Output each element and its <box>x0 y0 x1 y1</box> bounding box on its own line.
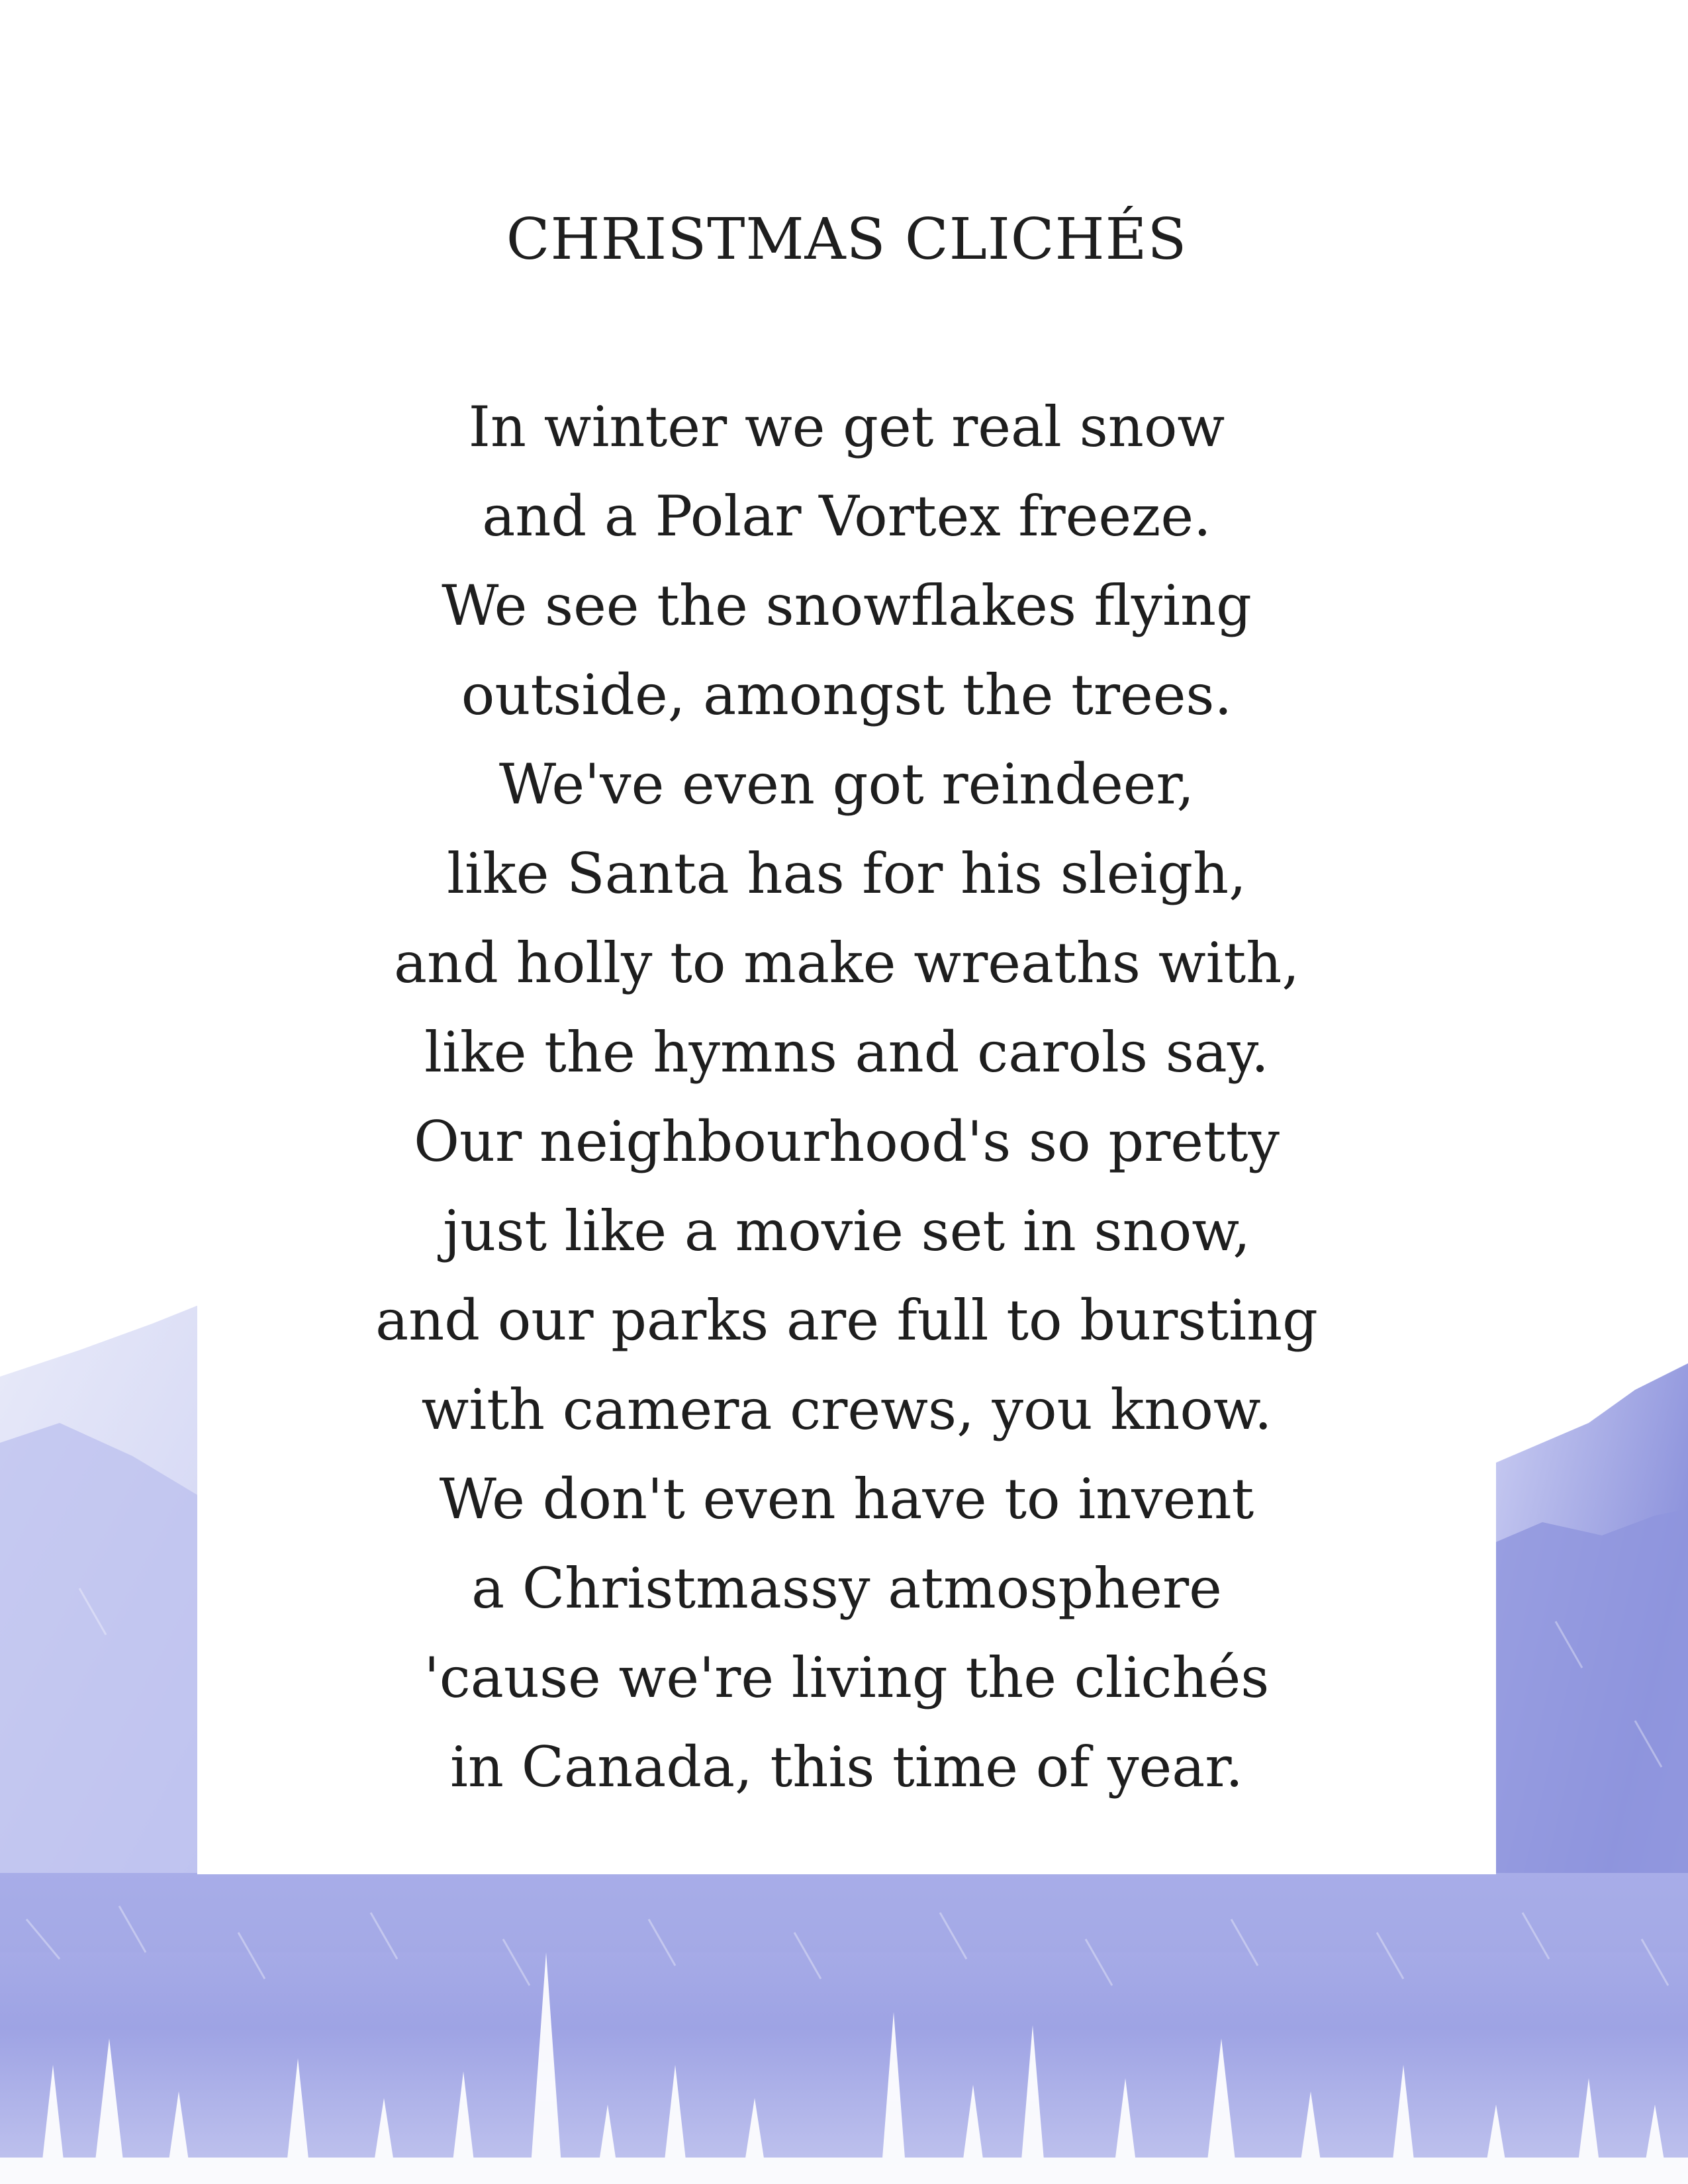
poem-line: and a Polar Vortex freeze. <box>482 484 1211 549</box>
poem-title: CHRISTMAS CLICHÉS <box>506 206 1188 273</box>
poem-line: Our neighbourhood's so pretty <box>414 1109 1280 1174</box>
poem-body <box>197 383 1496 1812</box>
poem-line: 'cause we're living the clichés <box>424 1645 1270 1710</box>
poem-line: in Canada, this time of year. <box>450 1735 1243 1799</box>
poem-line: a Christmassy atmosphere <box>471 1556 1222 1621</box>
poem-line: like Santa has for his sleigh, <box>447 841 1246 906</box>
poem-line: just like a movie set in snow, <box>443 1199 1250 1263</box>
poem-line: with camera crews, you know. <box>421 1377 1272 1442</box>
poem-line: and holly to make wreaths with, <box>393 931 1300 995</box>
poem-line: In winter we get real snow <box>468 394 1225 459</box>
poem-line: outside, amongst the trees. <box>461 662 1233 727</box>
poem-line: We see the snowflakes flying <box>442 573 1252 638</box>
poem-line: We've even got reindeer, <box>498 752 1195 817</box>
poem-line: and our parks are full to bursting <box>375 1288 1318 1353</box>
poem-line: We don't even have to invent <box>439 1467 1254 1531</box>
poem-panel <box>197 0 1496 1874</box>
poem-line: like the hymns and carols say. <box>424 1020 1269 1085</box>
